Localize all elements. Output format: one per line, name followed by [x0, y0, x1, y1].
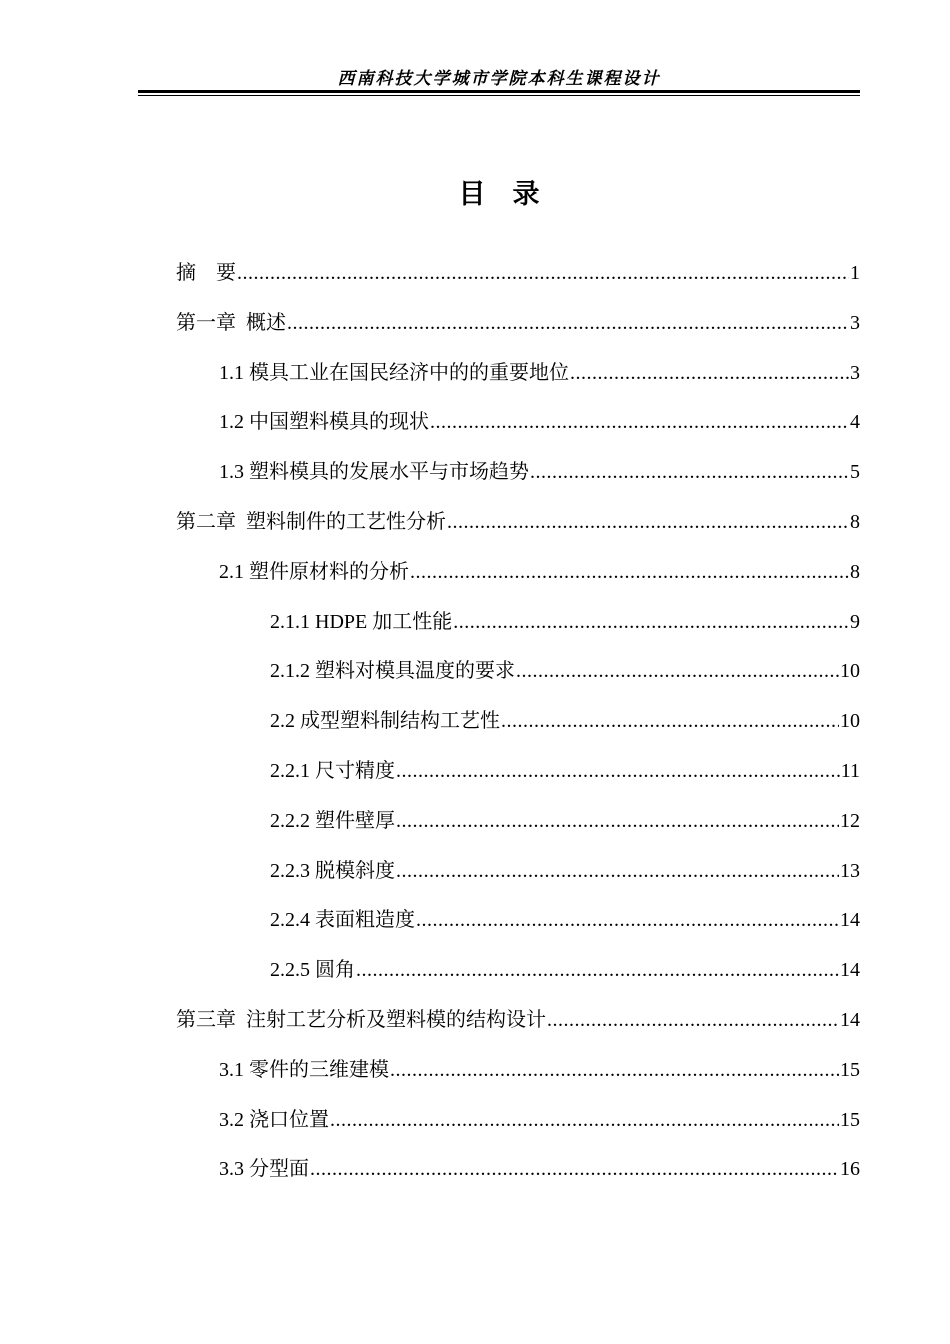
- toc-entry-label: 2.2.5 圆角: [270, 959, 355, 982]
- toc-entry-label: 2.2.2 塑件壁厚: [270, 809, 395, 832]
- toc-entry[interactable]: [176, 1005, 860, 1035]
- toc-leader-dots: [570, 358, 849, 388]
- toc-entry[interactable]: [270, 656, 860, 686]
- toc-entry-page: 13: [840, 859, 860, 882]
- toc-entry[interactable]: [219, 358, 860, 388]
- toc-entry-page: 11: [840, 760, 860, 782]
- toc-entry-page: 10: [840, 660, 860, 683]
- toc-entry[interactable]: [270, 905, 860, 935]
- toc-entry-page: 15: [840, 1108, 860, 1131]
- toc-entry[interactable]: [219, 1105, 860, 1135]
- toc-leader-dots: [310, 1154, 839, 1184]
- toc-leader-dots: [447, 507, 849, 537]
- toc-entry-page: 3: [850, 361, 860, 384]
- toc-entry-label: 第三章 注射工艺分析及塑料模的结构设计: [176, 1009, 546, 1031]
- toc-entry-page: 8: [850, 511, 860, 533]
- toc-title: 目 录: [458, 179, 540, 209]
- toc-entry[interactable]: [219, 1055, 860, 1085]
- toc-leader-dots: [356, 955, 839, 985]
- toc-entry-page: 3: [850, 311, 860, 334]
- toc-leader-dots: [287, 308, 849, 338]
- toc-leader-dots: [390, 1055, 839, 1085]
- toc-entry[interactable]: [219, 407, 860, 437]
- toc-entry[interactable]: [176, 258, 860, 288]
- toc-entry-label: 2.2.1 尺寸精度: [270, 760, 395, 782]
- toc-entry-page: 5: [850, 461, 860, 484]
- toc-leader-dots: [530, 457, 849, 487]
- toc-entry-page: 16: [840, 1158, 860, 1181]
- toc-leader-dots: [547, 1005, 839, 1035]
- toc-leader-dots: [453, 607, 849, 637]
- toc-entry[interactable]: [270, 806, 860, 836]
- toc-entry-page: 14: [840, 959, 860, 982]
- toc-entry-label: 摘 要: [176, 262, 236, 284]
- toc-entry[interactable]: [176, 507, 860, 537]
- toc-entry-label: 2.2 成型塑料制结构工艺性: [270, 710, 500, 733]
- toc-entry-page: 14: [840, 909, 860, 932]
- toc-entry-label: 2.1.1 HDPE 加工性能: [270, 610, 453, 633]
- toc-entry-label: 2.2.3 脱模斜度: [270, 859, 395, 882]
- toc-entry[interactable]: [270, 706, 860, 736]
- header-rule-thin: [138, 95, 860, 96]
- toc-entry-label: 2.1.2 塑料对模具温度的要求: [270, 660, 515, 683]
- running-header: 西南科技大学城市学院本科生课程设计: [337, 69, 661, 88]
- toc-entry[interactable]: [219, 557, 860, 587]
- toc-leader-dots: [501, 706, 839, 736]
- toc-entry-label: 3.2 浇口位置: [219, 1108, 329, 1131]
- toc-entry[interactable]: [270, 607, 860, 637]
- toc-entry-page: 8: [850, 560, 860, 583]
- toc-entry[interactable]: [219, 457, 860, 487]
- toc-entry-page: 9: [850, 610, 860, 633]
- toc-entry-page: 10: [840, 710, 860, 733]
- toc-entry-label: 1.3 塑料模具的发展水平与市场趋势: [219, 461, 529, 484]
- toc-entry[interactable]: [270, 756, 860, 786]
- toc-entry-label: 第一章 概述: [176, 311, 286, 334]
- toc-entry[interactable]: [270, 856, 860, 886]
- toc-entry-page: 1: [850, 262, 860, 284]
- toc-entry[interactable]: [219, 1154, 860, 1184]
- toc-leader-dots: [396, 756, 840, 786]
- toc-leader-dots: [430, 407, 849, 437]
- toc-leader-dots: [416, 905, 839, 935]
- toc-entry-page: 4: [850, 411, 860, 434]
- toc-leader-dots: [516, 656, 839, 686]
- toc-entry-label: 3.3 分型面: [219, 1158, 309, 1181]
- toc-entry-label: 1.2 中国塑料模具的现状: [219, 411, 429, 434]
- toc-entry-page: 14: [840, 1009, 860, 1031]
- toc-entry-label: 1.1 模具工业在国民经济中的的重要地位: [219, 361, 569, 384]
- toc-entry[interactable]: [176, 308, 860, 338]
- toc-entry-label: 第二章 塑料制件的工艺性分析: [176, 511, 446, 533]
- toc-entry-label: 2.2.4 表面粗造度: [270, 909, 415, 932]
- toc-leader-dots: [396, 806, 839, 836]
- header-rule-thick: [138, 90, 860, 93]
- toc-leader-dots: [396, 856, 839, 886]
- toc-entry-label: 2.1 塑件原材料的分析: [219, 560, 409, 583]
- toc-entry[interactable]: [270, 955, 860, 985]
- toc-leader-dots: [330, 1105, 839, 1135]
- toc-leader-dots: [237, 258, 849, 288]
- toc-entry-page: 15: [840, 1058, 860, 1081]
- toc-leader-dots: [410, 557, 849, 587]
- toc-entry-label: 3.1 零件的三维建模: [219, 1058, 389, 1081]
- toc-entry-page: 12: [840, 809, 860, 832]
